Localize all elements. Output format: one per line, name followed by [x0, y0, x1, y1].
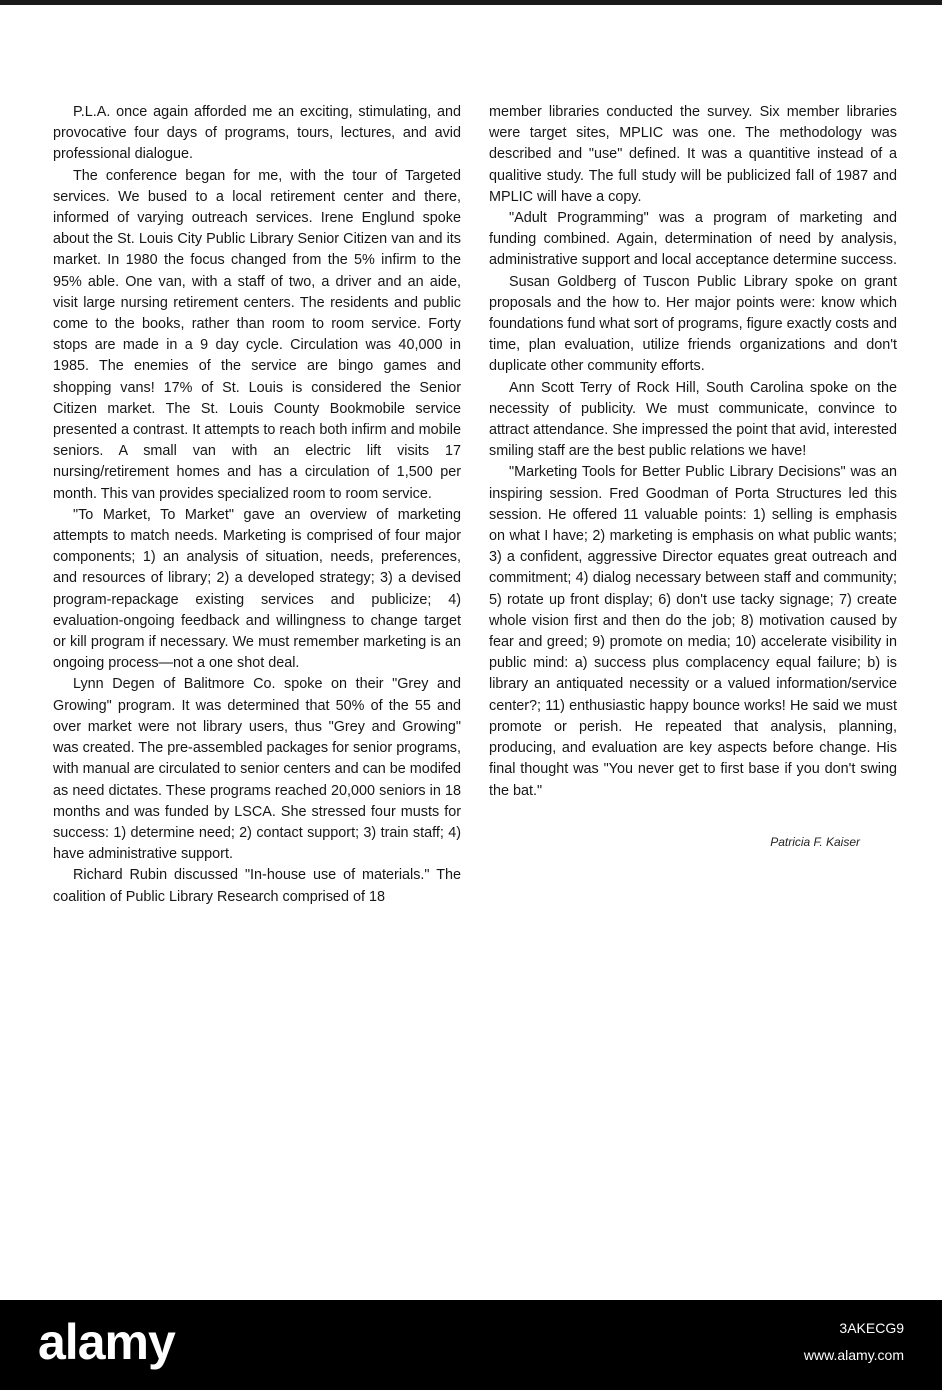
paragraph: "Marketing Tools for Better Public Library Decisions" was an inspiring session. Fred Goodman of Porta Structures led this session. He offered 11 valuable points: 1) selling is emphasis on what I have; 2) marketing is emphasis on what public wants; 3) a confident, aggressive Director equates great outreach and commitment; 4) dialog necessary between staff and community; 5) rotate up front display; 6) don't use tacky signage; 7) create whole vision first and then do the job; 8) motivation caused by fear and greed; 9) promote on media; 10) accelerate visibility in public mind: a) success plus complacency equal failure; b) is library an antiquated necessity or a valued information/service center?; 11) enthusiastic happy bounce works! He said we must promote or perish. He repeated that analysis, planning, producing, and evaluation are key aspects before change. His final thought was "You never get to first base if you don't swing the bat." [489, 464, 897, 799]
paragraph: The conference began for me, with the tour of Targeted services. We bused to a local retirement center and there, informed of varying outreach services. Irene Englund spoke about the St. Louis City Public Library Senior Citizen van and its market. In 1980 the focus changed from the 5% infirm to the 95% able. One van, with a staff of two, a driver and an aide, visit large nursing retirement centers. The residents and public come to the books, rather than room to room service. Forty stops are made in a 9 day cycle. Circulation was 40,000 in 1985. The enemies of the service are bingo games and shopping vans! 17% of St. Louis is considered the Senior Citizen market. The St. Louis County Bookmobile service presented a contrast. It attempts to reach both infirm and mobile seniors. A small van with an electric lift visits 17 nursing/retirement homes and has a circulation of 1,500 per month. This van provides specialized room to room service. [53, 167, 461, 502]
watermark-footer [0, 1300, 942, 1390]
paragraph: Richard Rubin discussed "In-house use of materials." The coalition of Public Library Research comprised of 18 [53, 867, 461, 905]
top-border [0, 0, 942, 5]
author-signature: Patricia F. Kaiser [770, 835, 860, 849]
paragraph: Susan Goldberg of Tuscon Public Library spoke on grant proposals and the how to. Her major points were: know which foundations fund what sort of programs, figure exactly costs and time, plan evaluation, utilize friends organizations and don't duplicate other community efforts. [489, 273, 897, 375]
alamy-logo: alamy [38, 1314, 175, 1370]
paragraph: "Adult Programming" was a program of marketing and funding combined. Again, determination of need by analysis, administrative support and local acceptance determine success. [489, 210, 897, 269]
paragraph-continuation: member libraries conducted the survey. Six member libraries were target sites, MPLIC was one. The methodology was described and "use" defined. It was a quantitive instead of a qualitive study. The full study will be publicized fall of 1987 and MPLIC will have a copy. [489, 104, 897, 205]
paragraph: Lynn Degen of Balitmore Co. spoke on their "Grey and Growing" program. It was determined that 50% of the 55 and over market were not library users, thus "Grey and Growing" was created. The pre-assembled packages for senior programs, with manual are circulated to senior centers and can be modifed as need dictates. These programs reached 20,000 seniors in 18 months and was funded by LSCA. She stressed four musts for success: 1) determine need; 2) contact support; 3) train staff; 4) have administrative support. [53, 676, 461, 863]
paragraph: "To Market, To Market" gave an overview of marketing attempts to match needs. Marketing is comprised of four major components; 1) an analysis of situation, needs, preferences, and resources of library; 2) a developed strategy; 3) a devised program-repackage existing services and publicize; 4) evaluation-ongoing feedback and willingness to change target or kill program if necessary. We must remember marketing is an ongoing process—not a one shot deal. [53, 506, 461, 672]
paragraph: Ann Scott Terry of Rock Hill, South Carolina spoke on the necessity of publicity. We must communicate, convince to attract attendance. She impressed the point that avid, interested smiling staff are the best public relations we have! [489, 379, 897, 460]
right-column [489, 102, 897, 802]
paragraph: P.L.A. once again afforded me an exciting, stimulating, and provocative four days of programs, tours, lectures, and avid professional dialogue. [53, 104, 461, 163]
image-id: 3AKECG9 [839, 1320, 904, 1336]
site-url: www.alamy.com [803, 1347, 904, 1363]
left-column [53, 102, 461, 908]
